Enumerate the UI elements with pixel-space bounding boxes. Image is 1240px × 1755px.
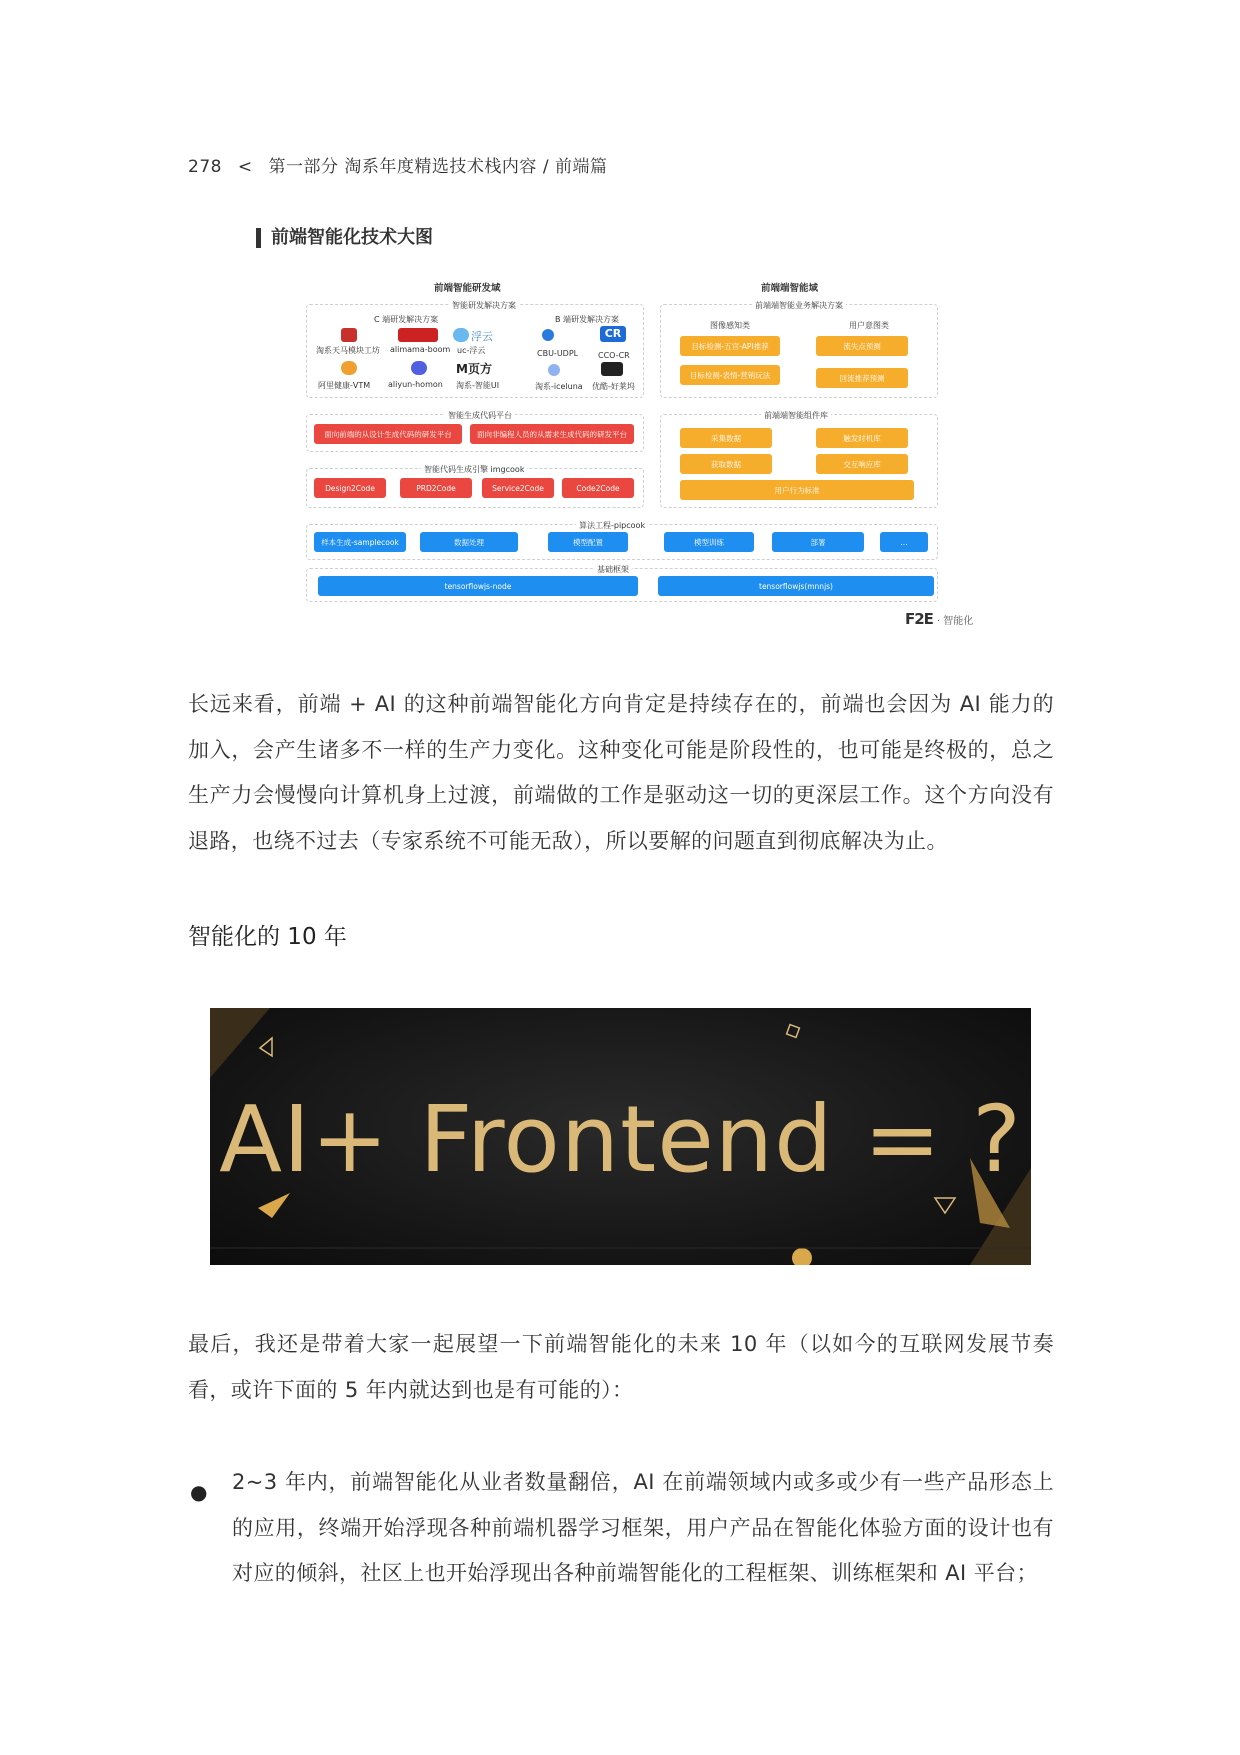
engine-label: 智能代码生成引擎 imgcook xyxy=(421,464,527,475)
bullet-marker: ● xyxy=(190,1480,208,1504)
pipeline-label: 算法工程-pipcook xyxy=(576,520,648,531)
intent-class-label: 用户意图类 xyxy=(849,321,889,330)
b-item-4: 优酷-好莱坞 xyxy=(592,382,635,391)
orange-lib-pill-3: 获取数据 xyxy=(680,454,772,474)
square-outline-icon xyxy=(787,1025,800,1038)
red-platform-pill-2: 面向非编程人员的从需求生成代码的研发平台 xyxy=(470,424,634,444)
orange-pill-3: 流失点预测 xyxy=(816,336,908,356)
b-item-1: CBU-UDPL xyxy=(537,349,579,358)
left-heading: 前端智能研发域 xyxy=(434,283,501,294)
udpl-logo-icon xyxy=(542,329,554,341)
red-engine-pill-1: Design2Code xyxy=(314,478,386,498)
component-lib-label: 前端端智能组件库 xyxy=(761,410,831,421)
bullet-item-1: 2~3 年内，前端智能化从业者数量翻倍，AI 在前端领域内或多或少有一些产品形态上的应用，终端开始浮现各种前端机器学习框架，用户产品在智能化体验方面的设计也有对应的倾斜，社区上也开始浮现出各种前端智能化的工程框架、训练框架和 AI 平台； xyxy=(232,1470,1054,1585)
b-solution-label: B 端研发解决方案 xyxy=(555,315,620,324)
diagram-title: 前端智能化技术大图 xyxy=(256,228,433,248)
orange-lib-pill-2: 触发时机库 xyxy=(816,428,908,448)
paragraph-1: 长远来看，前端 + AI 的这种前端智能化方向肯定是持续存在的，前端也会因为 AI 能力的加入，会产生诸多不一样的生产力变化。这种变化可能是阶段性的，也可能是终极的，总之生产力会慢慢向计算机身上过渡，前端做的工作是驱动这一切的更深层工作。这个方向没有退路，也绕不过去（专家系统不可能无敌），所以要解的问题直到彻底解决为止。 xyxy=(188,692,1054,853)
orange-lib-pill-1: 采集数据 xyxy=(680,428,772,448)
gold-orb xyxy=(792,1248,812,1265)
blue-base-pill-2: tensorflowjs(mnnjs) xyxy=(658,576,934,596)
c-item-6: 淘系-智能UI xyxy=(456,381,500,390)
banner-title: AI+ Frontend = ? xyxy=(219,1086,1022,1193)
f2e-logo: F2E xyxy=(905,610,933,628)
triangle-outline-icon xyxy=(260,1038,272,1056)
homon-logo-icon xyxy=(411,361,427,375)
vtm-logo-icon xyxy=(341,361,357,375)
blue-pipeline-pill-6: ... xyxy=(880,532,928,552)
b-item-2: CCO-CR xyxy=(598,351,630,360)
blue-pipeline-pill-2: 数据处理 xyxy=(420,532,518,552)
c-item-2: alimama-boom xyxy=(390,345,451,354)
fuyun-logo-text: 浮云 xyxy=(471,330,493,343)
signature-text: · 智能化 xyxy=(936,616,974,627)
c-item-5: aliyun-homon xyxy=(388,380,443,389)
tech-diagram xyxy=(256,228,996,628)
blue-pipeline-pill-4: 模型训练 xyxy=(664,532,754,552)
orange-lib-pill-5: 用户行为标准 xyxy=(680,480,914,500)
orange-lib-pill-4: 交互响应库 xyxy=(816,454,908,474)
tianma-logo-icon xyxy=(341,328,357,342)
c-item-3: uc-浮云 xyxy=(457,346,486,355)
code-platform-label: 智能生成代码平台 xyxy=(445,410,515,421)
triangle-down-icon xyxy=(935,1198,955,1213)
dev-solution-label: 智能研发解决方案 xyxy=(449,300,519,311)
youku-logo-icon xyxy=(601,362,623,376)
c-item-1: 淘系天马模块工坊 xyxy=(316,346,380,355)
red-engine-pill-2: PRD2Code xyxy=(400,478,472,498)
biz-solution-label: 前端端智能业务解决方案 xyxy=(752,300,846,311)
blue-pipeline-pill-3: 模型配置 xyxy=(548,532,628,552)
boom-logo-icon xyxy=(398,328,438,342)
orange-pill-1: 目标检测-五官-API推荐 xyxy=(680,336,780,356)
blue-base-pill-1: tensorflowjs-node xyxy=(318,576,638,596)
header-separator: < xyxy=(237,157,253,177)
mfang-logo-text: M页方 xyxy=(456,362,492,376)
page-number: 278 xyxy=(188,157,222,177)
red-engine-pill-3: Service2Code xyxy=(482,478,554,498)
red-engine-pill-4: Code2Code xyxy=(562,478,634,498)
right-heading: 前端端智能域 xyxy=(761,283,819,294)
red-platform-pill-1: 面向前端的从设计生成代码的研发平台 xyxy=(314,424,462,444)
cr-logo-icon: CR xyxy=(600,326,626,342)
blue-pipeline-pill-5: 部署 xyxy=(772,532,864,552)
iceluna-logo-icon xyxy=(548,364,560,376)
b-item-3: 淘系-iceluna xyxy=(535,382,583,391)
orange-pill-4: 回流推荐预测 xyxy=(816,368,908,388)
gold-shard-left xyxy=(258,1193,290,1218)
f2e-signature xyxy=(905,610,973,628)
image-class-label: 图像感知类 xyxy=(710,321,750,330)
page-header xyxy=(188,152,617,177)
ai-frontend-banner xyxy=(210,1008,1031,1265)
base-label: 基础框架 xyxy=(594,564,632,575)
corner-shard-top-left xyxy=(210,1008,270,1078)
blue-pipeline-pill-1: 样本生成-samplecook xyxy=(314,532,406,552)
orange-pill-2: 目标检测-表情-营销玩法 xyxy=(680,365,780,385)
c-item-4: 阿里健康-VTM xyxy=(318,381,371,390)
c-solution-label: C 端研发解决方案 xyxy=(374,315,439,324)
section-heading: 智能化的 10 年 xyxy=(188,924,347,950)
section-title: 第一部分 淘系年度精选技术栈内容 / 前端篇 xyxy=(268,157,608,177)
paragraph-2: 最后，我还是带着大家一起展望一下前端智能化的未来 10 年（以如今的互联网发展节奏看，或许下面的 5 年内就达到也是有可能的）： xyxy=(188,1332,1054,1402)
fuyun-logo-icon xyxy=(453,328,469,342)
